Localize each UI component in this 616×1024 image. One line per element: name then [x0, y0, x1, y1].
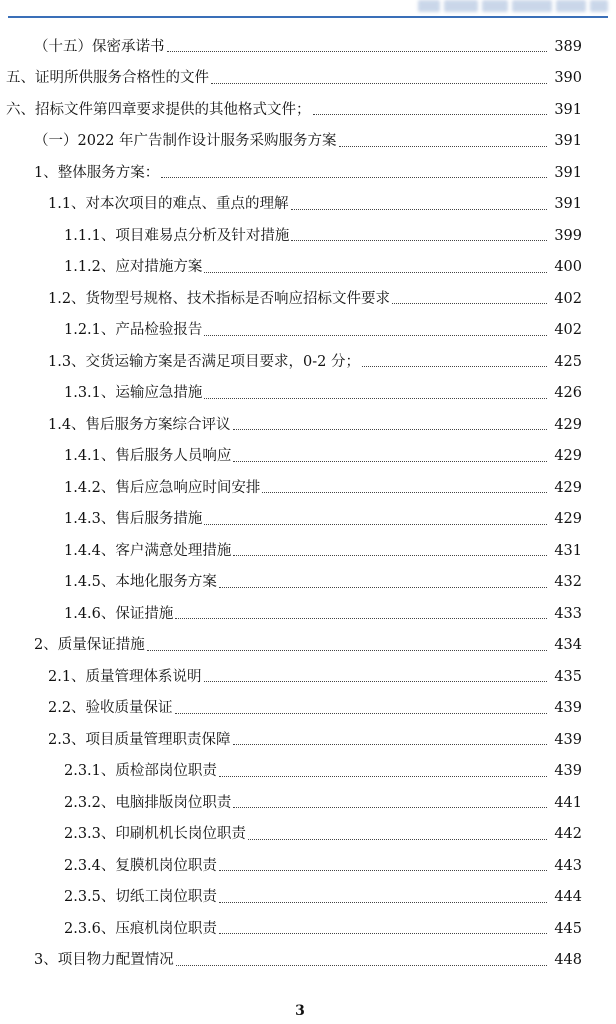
toc-entry[interactable] — [0, 346, 616, 378]
toc-entry-page: 441 — [554, 794, 582, 811]
toc-dot-leader — [362, 365, 547, 367]
toc-dot-leader — [219, 932, 547, 934]
toc-dot-leader — [204, 334, 547, 336]
toc-entry-label: 五、证明所供服务合格性的文件 — [6, 70, 209, 86]
toc-entry-label: 2.3.2、电脑排版岗位职责 — [64, 794, 232, 811]
toc-dot-leader — [204, 680, 547, 682]
toc-entry-page: 432 — [554, 574, 582, 590]
toc-entry[interactable] — [0, 472, 616, 504]
toc-dot-leader — [161, 176, 547, 178]
toc-entry-page: 429 — [554, 479, 582, 496]
toc-dot-leader — [313, 113, 548, 115]
toc-entry[interactable] — [0, 409, 616, 441]
toc-entry-label: 1.3、交货运输方案是否满足项目要求，0-2 分； — [48, 353, 361, 370]
toc-entry[interactable] — [0, 913, 616, 945]
toc-entry-label: 1.4.1、售后服务人员响应 — [64, 448, 232, 464]
toc-entry-label: 六、招标文件第四章要求提供的其他格式文件； — [6, 101, 311, 118]
toc-entry-label: 2、质量保证措施 — [34, 637, 145, 653]
toc-entry[interactable] — [0, 441, 616, 473]
toc-entry[interactable] — [0, 283, 616, 315]
toc-dot-leader — [175, 712, 547, 714]
toc-dot-leader — [233, 428, 547, 430]
toc-dot-leader — [219, 869, 547, 871]
toc-entry-page: 426 — [554, 385, 582, 401]
toc-entry[interactable] — [0, 756, 616, 788]
toc-entry[interactable] — [0, 378, 616, 410]
toc-dot-leader — [204, 397, 547, 399]
toc-entry[interactable] — [0, 787, 616, 819]
toc-entry[interactable] — [0, 31, 616, 63]
toc-dot-leader — [233, 460, 547, 462]
toc-entry-page: 429 — [554, 448, 582, 464]
toc-dot-leader — [176, 964, 547, 966]
toc-entry-page: 402 — [554, 322, 582, 338]
toc-dot-leader — [204, 523, 547, 525]
toc-entry-page: 442 — [554, 826, 582, 842]
toc-entry[interactable] — [0, 945, 616, 977]
toc-entry-page: 399 — [554, 227, 582, 244]
toc-entry-label: 2.3.4、复膜机岗位职责 — [64, 857, 217, 874]
toc-entry-page: 448 — [554, 952, 582, 968]
toc-entry-page: 445 — [554, 920, 582, 937]
toc-dot-leader — [291, 208, 547, 210]
toc-entry-label: 1.4.3、售后服务措施 — [64, 511, 203, 527]
toc-entry-label: 2.3.1、质检部岗位职责 — [64, 763, 217, 779]
toc-entry[interactable] — [0, 504, 616, 536]
toc-entry-label: （十五）保密承诺书 — [34, 38, 165, 55]
toc-entry-page: 429 — [554, 511, 582, 527]
toc-dot-leader — [219, 775, 547, 777]
toc-entry[interactable] — [0, 661, 616, 693]
toc-entry-page: 434 — [554, 637, 582, 653]
toc-entry[interactable] — [0, 882, 616, 914]
toc-dot-leader — [167, 50, 548, 52]
toc-entry[interactable] — [0, 567, 616, 599]
toc-entry[interactable] — [0, 252, 616, 284]
toc-entry-label: 1.4.2、售后应急响应时间安排 — [64, 479, 261, 496]
toc-entry[interactable] — [0, 693, 616, 725]
toc-dot-leader — [219, 586, 547, 588]
toc-entry-label: 3、项目物力配置情况 — [34, 952, 174, 968]
toc-dot-leader — [147, 649, 547, 651]
toc-entry-page: 439 — [554, 731, 582, 748]
toc-entry-page: 391 — [554, 101, 582, 118]
toc-entry[interactable] — [0, 189, 616, 221]
toc-entry-page: 429 — [554, 416, 582, 433]
toc-entry-page: 433 — [554, 605, 582, 622]
toc-entry-page: 443 — [554, 857, 582, 874]
toc-entry-page: 400 — [554, 259, 582, 275]
toc-entry-page: 390 — [554, 70, 582, 86]
toc-entry[interactable] — [0, 63, 616, 95]
toc-dot-leader — [339, 145, 547, 147]
toc-dot-leader — [248, 838, 547, 840]
header-rule — [8, 16, 608, 18]
toc-entry-page: 444 — [554, 889, 582, 905]
toc-entry-page: 435 — [554, 668, 582, 685]
page-header — [0, 0, 616, 26]
toc-entry-label: 2.2、验收质量保证 — [48, 700, 173, 716]
toc-entry[interactable] — [0, 157, 616, 189]
toc-entry-label: 1.1.1、项目难易点分析及针对措施 — [64, 227, 290, 244]
toc-entry-label: 1、整体服务方案： — [34, 164, 160, 181]
toc-entry-label: 1.2、货物型号规格、技术指标是否响应招标文件要求 — [48, 290, 391, 307]
toc-entry-label: 1.4、售后服务方案综合评议 — [48, 416, 231, 433]
toc-entry-label: 2.3.6、压痕机岗位职责 — [64, 920, 217, 937]
toc-entry-page: 439 — [554, 700, 582, 716]
toc-entry-page: 402 — [554, 290, 582, 307]
table-of-contents — [0, 31, 616, 976]
toc-entry[interactable] — [0, 315, 616, 347]
toc-entry-label: （一）2022 年广告制作设计服务采购服务方案 — [34, 133, 337, 149]
toc-dot-leader — [233, 806, 547, 808]
toc-dot-leader — [233, 743, 547, 745]
toc-dot-leader — [175, 617, 547, 619]
page-number: 3 — [295, 1003, 305, 1019]
toc-entry-page: 431 — [554, 542, 582, 559]
toc-entry-page: 439 — [554, 763, 582, 779]
toc-entry-label: 2.1、质量管理体系说明 — [48, 668, 202, 685]
toc-entry-page: 391 — [554, 133, 582, 149]
toc-dot-leader — [262, 491, 547, 493]
toc-entry-label: 2.3、项目质量管理职责保障 — [48, 731, 231, 748]
toc-entry-label: 1.2.1、产品检验报告 — [64, 322, 203, 338]
toc-dot-leader — [392, 302, 547, 304]
toc-entry-label: 1.1.2、应对措施方案 — [64, 259, 203, 275]
toc-entry-label: 2.3.3、印刷机机长岗位职责 — [64, 826, 246, 842]
toc-entry[interactable] — [0, 94, 616, 126]
toc-entry-label: 2.3.5、切纸工岗位职责 — [64, 889, 217, 905]
blurred-header-logo — [408, 0, 608, 14]
toc-entry[interactable] — [0, 819, 616, 851]
toc-entry-label: 1.4.5、本地化服务方案 — [64, 574, 217, 590]
toc-dot-leader — [233, 554, 547, 556]
toc-entry[interactable] — [0, 850, 616, 882]
toc-entry[interactable] — [0, 630, 616, 662]
toc-dot-leader — [204, 271, 547, 273]
toc-entry-label: 1.4.6、保证措施 — [64, 605, 174, 622]
toc-entry-label: 1.4.4、客户满意处理措施 — [64, 542, 232, 559]
toc-entry-page: 391 — [554, 164, 582, 181]
toc-entry[interactable] — [0, 598, 616, 630]
toc-dot-leader — [291, 239, 547, 241]
toc-entry[interactable] — [0, 126, 616, 158]
toc-dot-leader — [219, 901, 547, 903]
toc-entry[interactable] — [0, 724, 616, 756]
toc-entry[interactable] — [0, 535, 616, 567]
toc-entry-page: 391 — [554, 196, 582, 212]
toc-dot-leader — [211, 82, 547, 84]
toc-entry-label: 1.1、对本次项目的难点、重点的理解 — [48, 196, 289, 212]
toc-entry-page: 389 — [554, 38, 582, 55]
toc-entry[interactable] — [0, 220, 616, 252]
toc-entry-page: 425 — [554, 353, 582, 370]
toc-entry-label: 1.3.1、运输应急措施 — [64, 385, 203, 401]
